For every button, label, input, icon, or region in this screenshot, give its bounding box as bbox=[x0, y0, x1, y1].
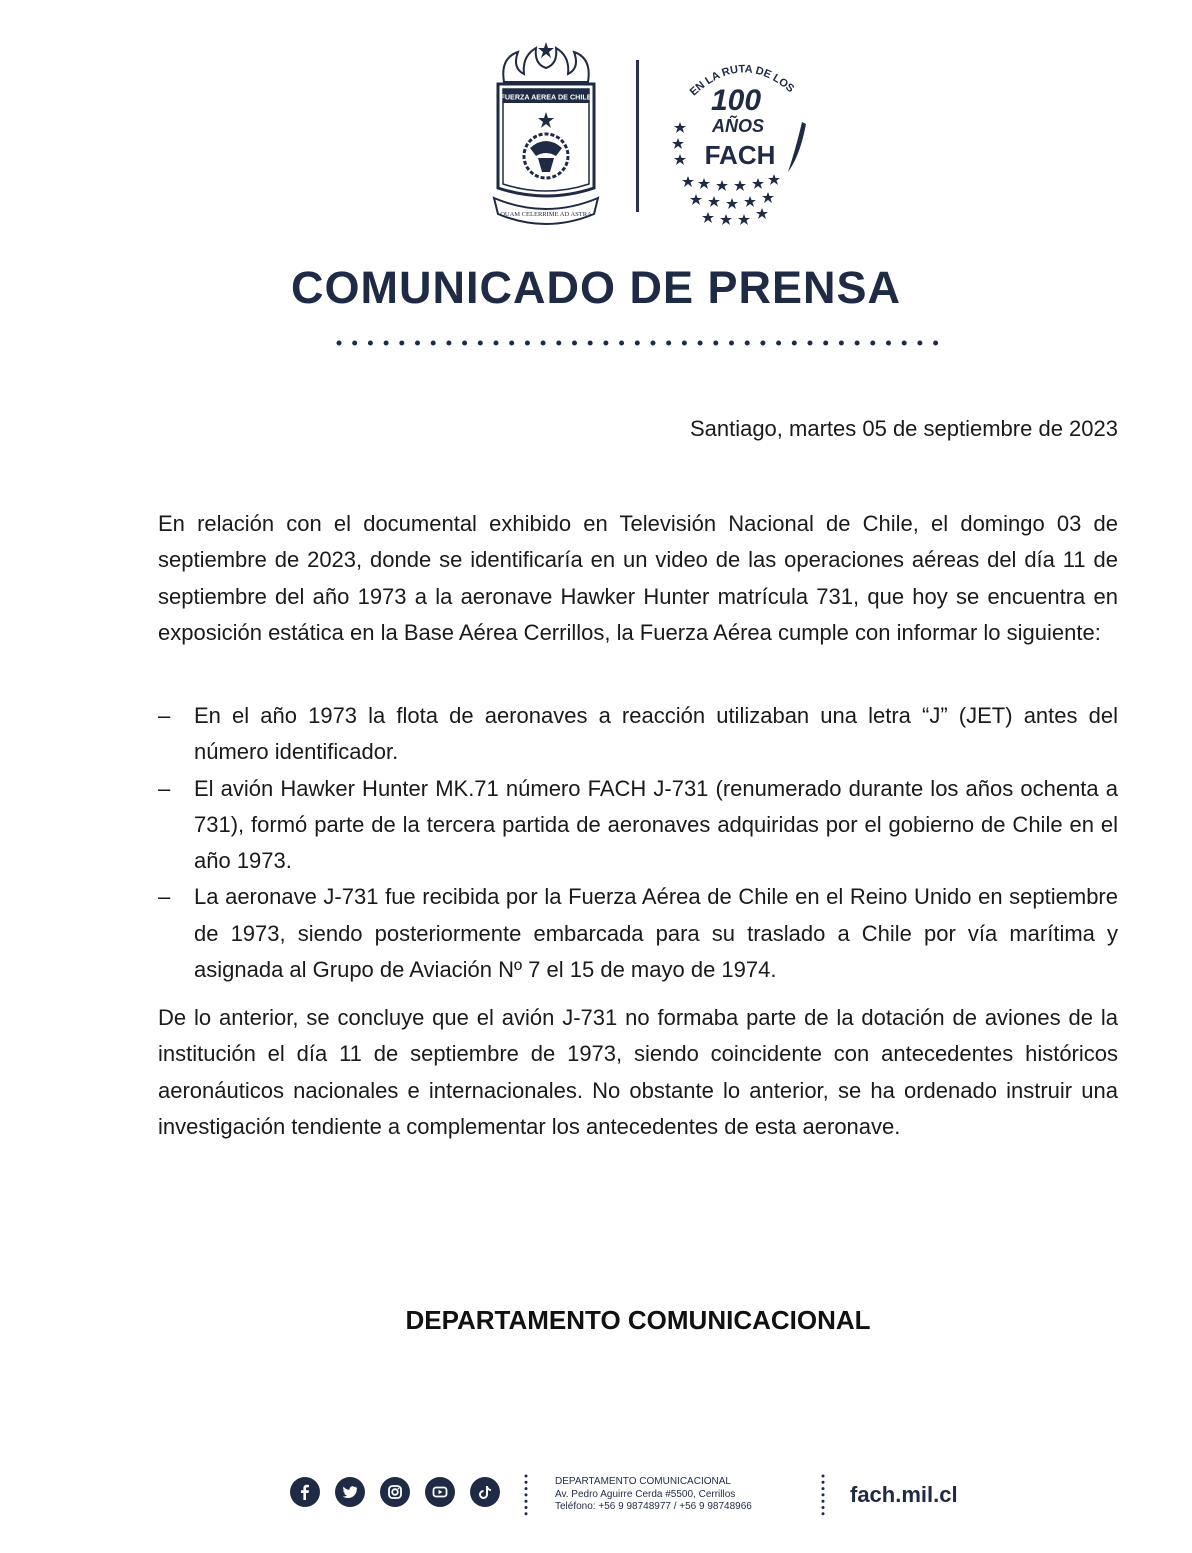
date-line: Santiago, martes 05 de septiembre de 2023 bbox=[689, 416, 1118, 441]
bullet-text: La aeronave J-731 fue recibida por la Fuerza Aérea de Chile en el Reino Unido en septiembre de 1973, siendo posteriormente embarcada para su traslado a Chile por vía marítima y asignada al Grupo de Aviación Nº 7 el 15 de mayo de 1974. bbox=[194, 884, 1118, 983]
social-links bbox=[290, 1477, 500, 1507]
facebook-icon[interactable] bbox=[290, 1477, 320, 1507]
youtube-icon[interactable] bbox=[425, 1477, 455, 1507]
footer-contact-info bbox=[555, 1476, 752, 1514]
signature-department: DEPARTAMENTO COMUNICACIONAL bbox=[405, 1305, 871, 1335]
facts-list bbox=[158, 698, 1118, 988]
conclusion-paragraph: De lo anterior, se concluye que el avión J-731 no formaba parte de la dotación de aviones de la institución el día 11 de septiembre de 1973, siendo coincidente con antecedentes históricos aeronáuticos nacionales e internacionales. No obstante lo anterior, se ha ordenado instruir una investigación tendiente a complementar los antecedentes de esta aeronave. bbox=[158, 1005, 1118, 1139]
shield-band-text: FUERZA AEREA DE CHILE bbox=[500, 92, 592, 102]
badge-arc-text: EN LA RUTA DE LOS bbox=[687, 63, 797, 99]
bullet-dash: – bbox=[158, 775, 171, 801]
fach-shield-logo bbox=[490, 38, 602, 230]
footer-address: Av. Pedro Aguirre Cerda #5500, Cerrillos bbox=[555, 1488, 736, 1500]
footer-phone: Teléfono: +56 9 98748977 / +56 9 98748966 bbox=[555, 1501, 752, 1512]
bullet-text: En el año 1973 la flota de aeronaves a reacción utilizaban una letra “J” (JET) antes del número identificador. bbox=[194, 703, 1118, 765]
badge-years: AÑOS bbox=[711, 116, 765, 136]
badge-stars bbox=[672, 122, 780, 225]
website-link[interactable]: fach.mil.cl bbox=[850, 1482, 958, 1507]
list-item bbox=[158, 698, 1118, 771]
bullet-text: El avión Hawker Hunter MK.71 número FACH J-731 (renumerado durante los años ochenta a 731), formó parte de la tercera partida de aeronaves adquiridas por el gobierno de Chile en el año 1973. bbox=[194, 775, 1118, 874]
header-divider bbox=[636, 60, 639, 212]
badge-number: 100 bbox=[710, 84, 762, 117]
title-dotted-divider bbox=[336, 336, 940, 350]
footer-department: DEPARTAMENTO COMUNICACIONAL bbox=[555, 1476, 731, 1487]
tiktok-icon[interactable] bbox=[470, 1477, 500, 1507]
list-item bbox=[158, 771, 1118, 880]
badge-org: FACH bbox=[704, 140, 776, 170]
twitter-icon[interactable] bbox=[335, 1477, 365, 1507]
page-title: COMUNICADO DE PRENSA bbox=[290, 262, 902, 313]
list-item bbox=[158, 879, 1118, 988]
instagram-icon[interactable] bbox=[380, 1477, 410, 1507]
footer-dotted-separator bbox=[524, 1474, 528, 1522]
intro-paragraph: En relación con el documental exhibido en Televisión Nacional de Chile, el domingo 03 de septiembre de 2023, donde se identificaría en un video de las operaciones aéreas del día 11 de septiembre del año 1973 a la aeronave Hawker Hunter matrícula 731, que hoy se encuentra en exposición estática en la Base Aérea Cerrillos, la Fuerza Aérea cumple con informar lo siguiente: bbox=[158, 511, 1118, 645]
bullet-dash: – bbox=[158, 703, 171, 728]
shield-motto: QUAM CELERRIME AD ASTRA bbox=[500, 211, 592, 218]
footer-dotted-separator bbox=[821, 1474, 825, 1522]
100-anos-fach-badge bbox=[666, 52, 816, 230]
bullet-dash: – bbox=[158, 884, 171, 910]
